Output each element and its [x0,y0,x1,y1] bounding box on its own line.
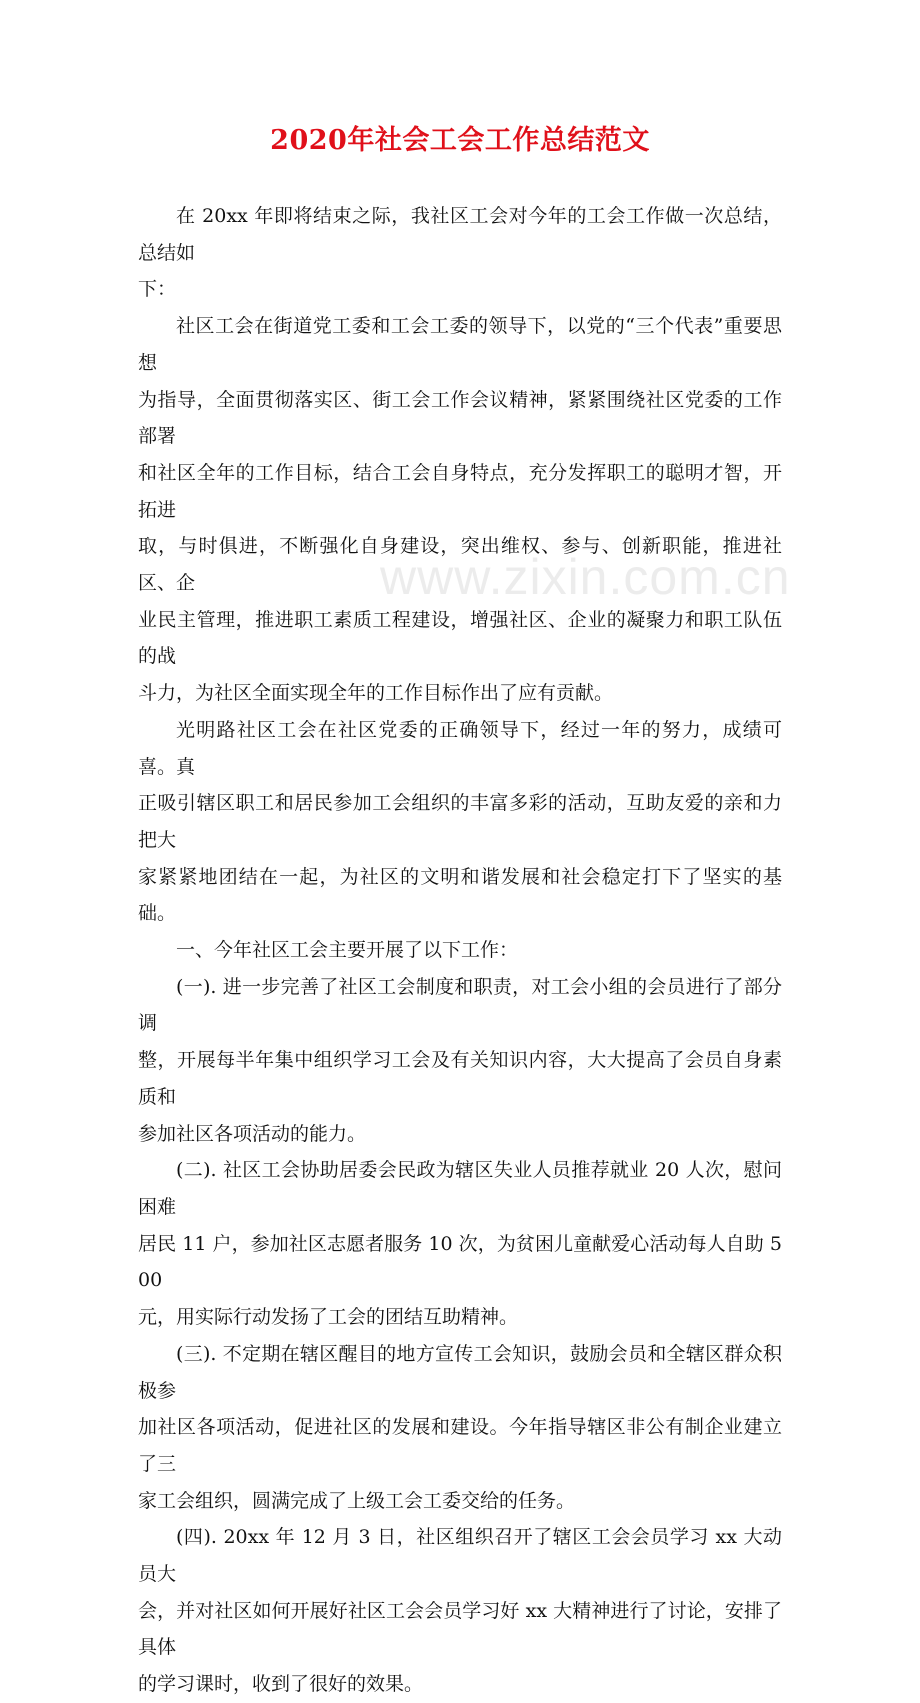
paragraph-item-2: (二). 社区工会协助居委会民政为辖区失业人员推荐就业 20 人次，慰问困难 居民 11 户，参加社区志愿者服务 10 次，为贫困儿童献爱心活动每人自助 500 元，用实际行动发扬了工会的团结互助精神。 [138,1159,782,1329]
document-body [138,198,782,1703]
paragraph-intro: 在 20xx 年即将结束之际，我社区工会对今年的工会工作做一次总结，总结如 下： [138,205,782,301]
paragraph-achievements: 光明路社区工会在社区党委的正确领导下，经过一年的努力，成绩可喜。真 正吸引辖区职工和居民参加工会组织的丰富多彩的活动，互助友爱的亲和力把大 家紧紧地团结在一起，为社区的文明和谐发展和社会稳定打下了坚实的基础。 [138,718,782,925]
section-heading-1: 一、今年社区工会主要开展了以下工作： [176,939,519,962]
paragraph-item-1: (一). 进一步完善了社区工会制度和职责，对工会小组的会员进行了部分调 整，开展每半年集中组织学习工会及有关知识内容，大大提高了会员自身素质和 参加社区各项活动的能力。 [138,975,782,1145]
paragraph-item-3: (三). 不定期在辖区醒目的地方宣传工会知识，鼓励会员和全辖区群众积极参 加社区各项活动，促进社区的发展和建设。今年指导辖区非公有制企业建立了三 家工会组织，圆满完成了上级工会工委交给的任务。 [138,1342,782,1512]
paragraph-overview: 社区工会在街道党工委和工会工委的领导下，以党的“三个代表”重要思想 为指导，全面贯彻落实区、街工会工作会议精神，紧紧围绕社区党委的工作部署 和社区全年的工作目标，结合工会自身特点，充分发挥职工的聪明才智，开拓进 取，与时俱进，不断强化自身建设，突出维权、参与、创新职能，推进社区、企 业民主管理，推进职工素质工程建设，增强社区、企业的凝聚力和职工队伍的战 斗力，为社区全面实现全年的工作目标作出了应有贡献。 [138,315,782,705]
paragraph-item-4: (四). 20xx 年 12 月 3 日，社区组织召开了辖区工会会员学习 xx 大动员大 会，并对社区如何开展好社区工会会员学习好 xx 大精神进行了讨论，安排了具体 的学习课时，收到了很好的效果。 [138,1526,782,1696]
watermark: www.zixin.com.cn [380,549,791,605]
document-title: 2020年社会工会工作总结范文 [270,125,650,156]
